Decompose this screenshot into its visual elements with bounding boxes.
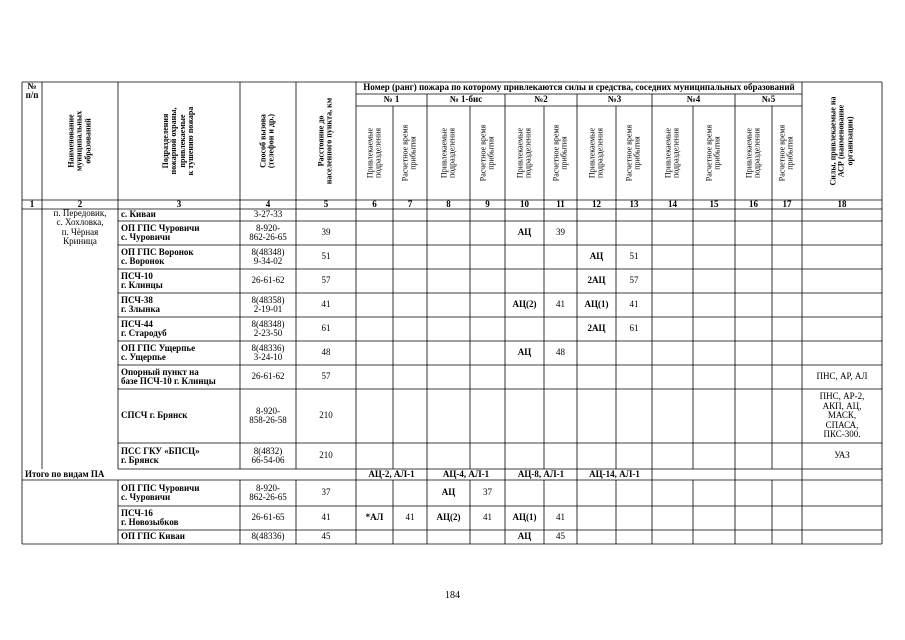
cell-c11: 45 [556,531,565,542]
cell-c8 [427,245,470,269]
column-number: 1 [29,200,35,209]
cell-c10: АЦ(1) [512,512,537,523]
cell-c13 [616,530,652,544]
cell-dist: 51 [321,251,331,262]
header-arrival-time-cell [393,106,427,200]
page-number: 184 [445,590,460,601]
header-municipality: Наименование муниципальных образований [66,110,93,172]
header-arrival-time: Расчетное время прибытия [624,124,642,182]
unit-name: ПСЧ-38 г. Злынка [121,294,161,314]
cell-c10: АЦ [517,531,532,542]
cell-c13: 61 [629,323,639,334]
cell-c9 [470,341,505,365]
unit-name: ОП ГПС Чуровичи с. Чуровичи [121,222,200,242]
cell-c9 [470,530,505,544]
call-method: 3-27-33 [253,209,283,220]
cell-c13 [616,209,652,221]
header-units: Подразделения пожарной охраны, привлекаемые к тушению пожара [161,106,196,176]
column-number: 11 [556,200,565,209]
call-method: 8(48336) [251,531,285,542]
cell-c18: ПНС, АР, АЛ [816,371,868,382]
cell-c7 [393,365,427,389]
cell-c8 [427,443,470,469]
cell-c18 [802,317,882,341]
header-attracted-units-cell [577,106,616,200]
header-rank-4: №3 [607,94,622,105]
cell-c6 [356,209,393,221]
cell-c18 [802,245,882,269]
call-method: 26-61-65 [251,512,285,523]
cell-c18: ПНС, АР-2, АКП, АЦ, МАСК, СПАСА, ПКС-300. [819,391,865,440]
cell-c8 [427,365,470,389]
cell-c6 [356,341,393,365]
cell-c10: АЦ [517,347,532,358]
cell-c18 [802,480,882,506]
cell-c7 [393,221,427,245]
cell-c10 [505,365,544,389]
header-col-number: № п/п [25,82,39,101]
unit-name: ОП ГПС Киваи [121,531,185,542]
column-number: 7 [407,200,413,209]
cell-c9 [470,443,505,469]
cell-c18 [802,293,882,317]
call-method: 8-920- 862-26-65 [249,482,287,502]
header-arrival-time: Расчетное время прибытия [551,124,569,182]
header-rank-3: №2 [534,94,548,105]
cell-dist: 41 [321,512,331,523]
header-attracted-units: Привлекаемые подразделения [663,127,681,179]
totals-rank-2: АЦ-8, АЛ-1 [517,469,565,479]
cell-c7 [393,389,427,443]
cell-c10: АЦ(2) [512,299,537,310]
cell-c11: 41 [556,512,565,523]
cell-c12: 2АЦ [587,323,606,334]
cell-c8 [427,221,470,245]
totals-rank-1bis: АЦ-4, АЛ-1 [442,469,490,479]
header-attracted-units-cell [505,106,544,200]
cell-c13 [616,443,652,469]
header-asr-forces-cell [802,82,882,200]
cell-c6 [356,389,393,443]
cell-c10 [505,209,544,221]
header-arrival-time: Расчетное время прибытия [400,124,418,182]
cell-c7 [393,443,427,469]
cell-c11 [544,480,577,506]
cell-c11 [544,209,577,221]
unit-name: ПСС ГКУ «БПСЦ» г. Брянск [121,445,200,465]
cell-c7: 41 [405,512,415,523]
unit-name: с. Киваи [121,209,156,220]
cell-c11 [544,269,577,293]
header-attracted-units-cell [735,106,772,200]
call-method: 26-61-62 [251,275,285,286]
cell-c8 [427,530,470,544]
cell-dist: 61 [321,323,331,334]
unit-name: СПСЧ г. Брянск [121,410,188,421]
cell-c12: АЦ [589,251,604,262]
column-number: 4 [265,200,271,209]
cell-c9 [470,221,505,245]
call-method: 8(48348) 9-34-02 [251,246,285,266]
cell-c6 [356,480,393,506]
cell-c7 [393,293,427,317]
cell-c8 [427,269,470,293]
cell-c8 [427,293,470,317]
cell-c6 [356,245,393,269]
cell-c13 [616,341,652,365]
municipality-name: п. Передовик, с. Хохловка, п. Чёрная Криница [53,209,107,247]
totals-label: Итого по видам ПА [25,469,105,479]
cell-dist: 41 [321,299,331,310]
cell-c9 [470,389,505,443]
cell-c12 [577,480,616,506]
cell-c9 [470,317,505,341]
header-rank-5: №4 [686,94,701,105]
header-arrival-time-cell [693,106,735,200]
column-number: 13 [629,200,639,209]
cell-dist: 48 [321,347,331,358]
header-attracted-units: Привлекаемые подразделения [365,127,383,179]
header-arrival-time: Расчетное время прибытия [478,124,496,182]
cell-c7 [393,209,427,221]
cell-c18 [802,506,882,530]
cell-c8 [427,317,470,341]
cell-dist: 39 [321,227,331,238]
cell-dist: 210 [319,410,333,421]
cell-c10 [505,389,544,443]
cell-c13 [616,389,652,443]
cell-c13: 51 [629,251,639,262]
header-arrival-time-cell [772,106,802,200]
cell-c10 [505,245,544,269]
column-number: 9 [485,200,490,209]
cell-c12: АЦ(1) [584,299,609,310]
header-arrival-time-cell [470,106,505,200]
unit-name: ПСЧ-16 г. Новозыбков [121,507,179,527]
cell-c12 [577,209,616,221]
cell-c8: АЦ [441,487,456,498]
cell-c11 [544,365,577,389]
cell-c9 [470,293,505,317]
unit-name: ОП ГПС Чуровичи с. Чуровичи [121,482,200,502]
cell-dist [296,209,356,221]
cell-dist: 57 [321,275,331,286]
column-number: 5 [323,200,329,209]
header-arrival-time: Расчетное время прибытия [704,124,722,182]
header-attracted-units: Привлекаемые подразделения [587,127,605,179]
cell-c6: *АЛ [365,512,384,523]
header-attracted-units: Привлекаемые подразделения [515,127,533,179]
cell-c7 [393,317,427,341]
column-number: 10 [520,200,529,209]
cell-c8: АЦ(2) [436,512,461,523]
header-municipality-cell [42,82,118,200]
cell-c18 [802,530,882,544]
cell-c7 [393,480,427,506]
cell-c11: 41 [556,299,565,310]
cell-c8 [427,389,470,443]
header-attracted-units-cell [427,106,470,200]
cell-c11: 39 [556,227,565,238]
cell-c6 [356,530,393,544]
header-arrival-time: Расчетное время прибытия [777,124,795,182]
cell-c11 [544,443,577,469]
column-number: 16 [749,200,758,209]
cell-c18 [802,209,882,221]
totals-rank-1: АЦ-2, АЛ-1 [368,469,415,479]
cell-c13 [616,221,652,245]
unit-name: ОП ГПС Ущерпье с. Ущерпье [121,342,196,362]
cell-c6 [356,317,393,341]
cell-c6 [356,221,393,245]
column-number: 2 [77,200,83,209]
header-arrival-time-cell [616,106,652,200]
header-attracted-units-cell [652,106,693,200]
cell-c9 [470,209,505,221]
cell-c7 [393,245,427,269]
cell-c12 [577,389,616,443]
cell-c10 [505,269,544,293]
cell-c8 [427,341,470,365]
cell-c12 [577,443,616,469]
cell-dist: 45 [321,531,331,542]
cell-c10 [505,443,544,469]
cell-c18: УАЗ [834,450,850,461]
cell-c6 [356,365,393,389]
cell-c9 [470,245,505,269]
cell-c10 [505,317,544,341]
call-method: 8(4832) 66-54-06 [251,445,285,465]
header-attracted-units: Привлекаемые подразделения [744,127,762,179]
cell-c18 [802,341,882,365]
column-number: 14 [668,200,677,209]
header-distance: Расстояние до населенного пункта, км [316,97,334,185]
cell-c7 [393,341,427,365]
call-method: 8-920- 862-26-65 [249,222,287,242]
cell-c9 [470,365,505,389]
unit-name: ОП ГПС Воронок с. Воронок [121,246,194,266]
cell-c9: 41 [483,512,492,523]
cell-c10 [505,480,544,506]
cell-c13 [616,506,652,530]
call-method: 8(48336) 3-24-10 [251,342,285,362]
cell-dist: 57 [321,371,331,382]
unit-name: ПСЧ-10 г. Клинцы [121,270,163,290]
column-number: 17 [782,200,792,209]
cell-c9: 37 [483,487,492,498]
cell-c6 [356,293,393,317]
header-call-method: Способ вызова (телефон и др.) [258,113,276,169]
cell-c7 [393,530,427,544]
unit-name: ПСЧ-44 г. Стародуб [121,318,167,338]
cell-c13 [616,365,652,389]
column-number: 6 [372,200,377,209]
header-attracted-units: Привлекаемые подразделения [439,127,457,179]
cell-c7 [393,269,427,293]
cell-c18 [802,269,882,293]
header-units-cell [118,82,240,200]
cell-c18 [802,221,882,245]
call-method: 8-920- 858-26-58 [249,405,287,425]
call-method: 26-61-62 [251,371,285,382]
header-rank-group: Номер (ранг) пожара по которому привлекаются силы и средства, соседних муниципальных образований [363,82,795,93]
header-call-method-cell [240,82,296,200]
call-method: 8(48358) 2-19-01 [251,294,285,314]
header-rank-6: №5 [761,94,776,105]
cell-c12: 2АЦ [587,275,606,286]
header-distance-cell [296,82,356,200]
cell-dist: 210 [319,450,333,461]
cell-c11 [544,245,577,269]
column-number: 3 [176,200,182,209]
cell-c6 [356,443,393,469]
cell-c12 [577,365,616,389]
cell-c9 [470,269,505,293]
unit-name: Опорный пункт на базе ПСЧ-10 г. Клинцы [121,366,216,386]
column-number: 15 [709,200,719,209]
cell-c12 [577,530,616,544]
cell-c10: АЦ [517,227,532,238]
cell-c11 [544,389,577,443]
call-method: 8(48348) 2-23-50 [251,318,285,338]
cell-c6 [356,269,393,293]
header-attracted-units-cell [356,106,393,200]
cell-c11: 48 [556,347,565,358]
cell-c12 [577,221,616,245]
cell-c11 [544,317,577,341]
cell-c13: 57 [629,275,639,286]
header-rank-1: № 1 [383,94,400,105]
cell-c13 [616,480,652,506]
header-rank-2: № 1-бис [449,94,483,105]
header-arrival-time-cell [544,106,577,200]
column-number: 12 [592,200,601,209]
cell-c12 [577,506,616,530]
column-number: 18 [837,200,847,209]
totals-rank-3: АЦ-14, АЛ-1 [589,469,640,479]
cell-dist: 37 [321,487,331,498]
column-number: 8 [446,200,451,209]
cell-c13: 41 [629,299,639,310]
header-asr-forces: Силы, привлекаемые на АСР (наименование организации) [828,96,855,186]
cell-c12 [577,341,616,365]
cell-c8 [427,209,470,221]
